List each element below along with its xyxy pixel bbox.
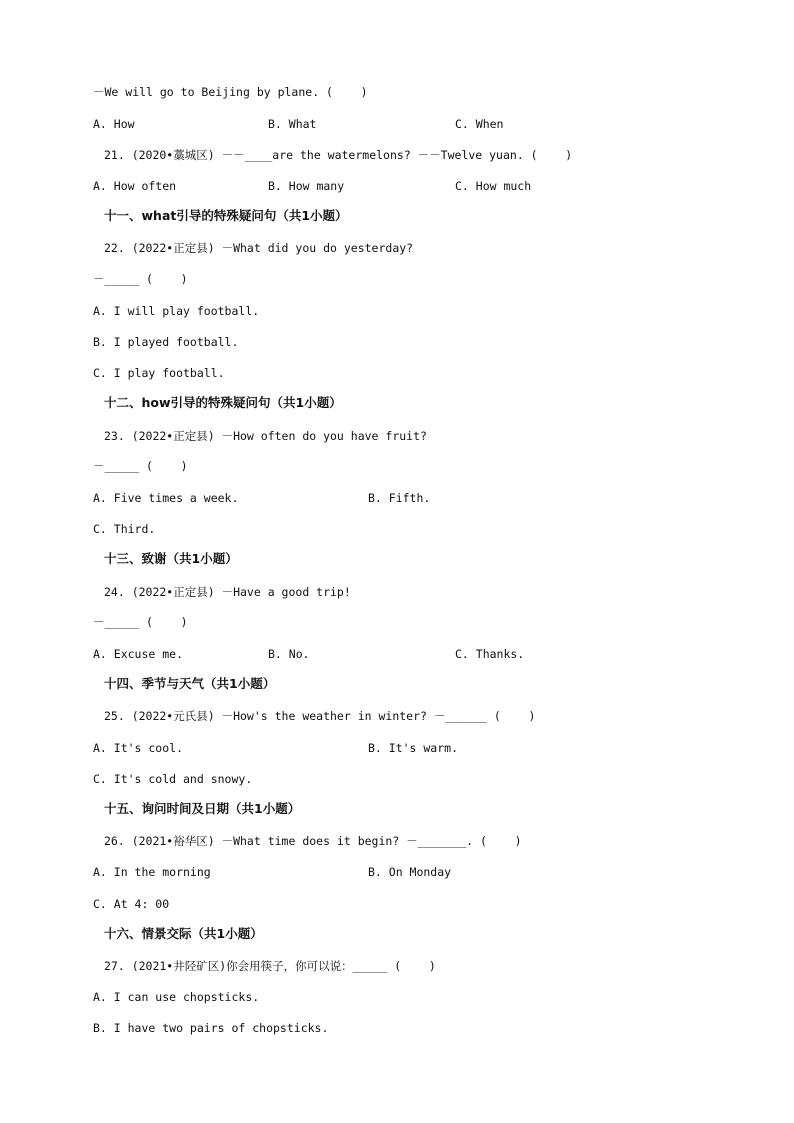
q26-option-c: C. At 4: 00	[93, 897, 170, 911]
q22-option-a: A. I will play football.	[93, 304, 260, 318]
q23-option-c: C. Third.	[93, 522, 156, 536]
q25-stem: 25. (2022•元氏县) －How's the weather in winter? －______ ( )	[104, 709, 536, 723]
q23-option-a: A. Five times a week.	[93, 491, 239, 505]
q21-option-b: B. How many	[268, 179, 345, 193]
q24-option-c: C. Thanks.	[455, 647, 525, 661]
q22-option-c: C. I play football.	[93, 366, 225, 380]
q24-option-b: B. No.	[268, 647, 310, 661]
section-12-heading: 十二、how引导的特殊疑问句（共1小题）	[104, 395, 342, 410]
q21-option-c: C. How much	[455, 179, 532, 193]
q27-stem: 27. (2021•井陉矿区)你会用筷子，你可以说：_____ ( )	[104, 959, 436, 973]
q22-blank: －_____ ( )	[93, 272, 188, 286]
section-14-heading: 十四、季节与天气（共1小题）	[104, 676, 276, 691]
q22-stem: 22. (2022•正定县) －What did you do yesterday?	[104, 241, 414, 255]
q20-option-c: C. When	[455, 117, 504, 131]
q26-stem: 26. (2021•裕华区) －What time does it begin? －_______. ( )	[104, 834, 522, 848]
q27-option-b: B. I have two pairs of chopsticks.	[93, 1021, 329, 1035]
section-13-heading: 十三、致谢（共1小题）	[104, 551, 238, 566]
q21-option-a: A. How often	[93, 179, 177, 193]
q26-option-a: A. In the morning	[93, 865, 211, 879]
q21-stem: 21. (2020•藁城区) －－____are the watermelons? －－Twelve yuan. ( )	[104, 148, 573, 162]
q24-blank: －_____ ( )	[93, 615, 188, 629]
section-16-heading: 十六、情景交际（共1小题）	[104, 926, 263, 941]
q22-option-b: B. I played football.	[93, 335, 239, 349]
q25-option-b: B. It's warm.	[368, 741, 459, 755]
q23-blank: －_____ ( )	[93, 459, 188, 473]
q23-option-b: B. Fifth.	[368, 491, 431, 505]
q24-stem: 24. (2022•正定县) －Have a good trip!	[104, 585, 351, 599]
q23-stem: 23. (2022•正定县) －How often do you have fruit?	[104, 429, 427, 443]
section-15-heading: 十五、询问时间及日期（共1小题）	[104, 801, 301, 816]
q25-option-a: A. It's cool.	[93, 741, 184, 755]
section-11-heading: 十一、what引导的特殊疑问句（共1小题）	[104, 208, 348, 223]
q27-option-a: A. I can use chopsticks.	[93, 990, 260, 1004]
q20-option-b: B. What	[268, 117, 317, 131]
q20-answer-line: －We will go to Beijing by plane. ( )	[93, 85, 368, 99]
q20-option-a: A. How	[93, 117, 135, 131]
q25-option-c: C. It's cold and snowy.	[93, 772, 253, 786]
q24-option-a: A. Excuse me.	[93, 647, 184, 661]
q26-option-b: B. On Monday	[368, 865, 452, 879]
